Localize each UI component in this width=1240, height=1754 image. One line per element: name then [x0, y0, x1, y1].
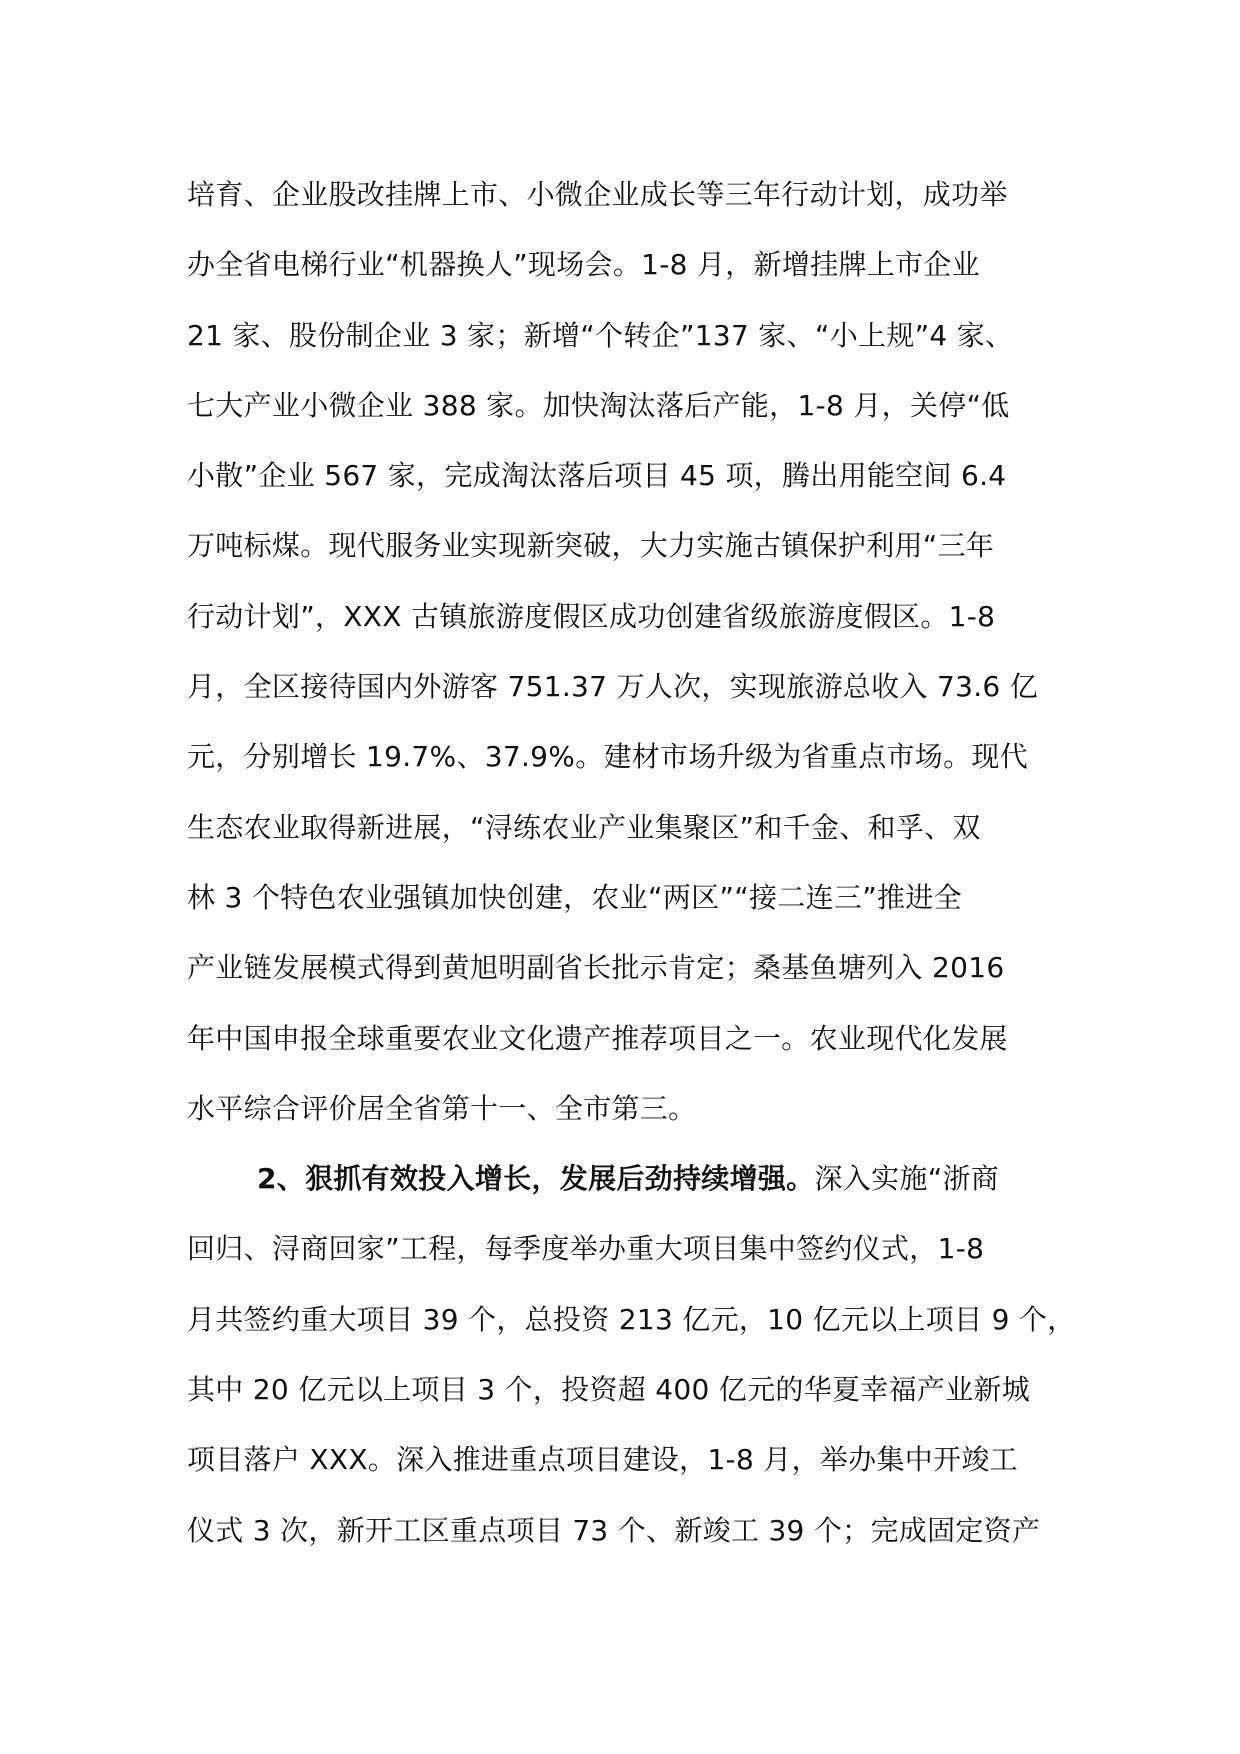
text-line: 年中国申报全球重要农业文化遗产推荐项目之一。农业现代化发展	[187, 1021, 1008, 1055]
text-line: 回归、浔商回家”工程，每季度举办重大项目集中签约仪式，1-8	[187, 1232, 985, 1266]
section-2-heading: 2、狠抓有效投入增长，发展后劲持续增强。	[257, 1162, 815, 1196]
text-line: 产业链发展模式得到黄旭明副省长批示肯定；桑基鱼塘列入 2016	[187, 951, 1005, 985]
text-line: 月共签约重大项目 39 个，总投资 213 亿元，10 亿元以上项目 9 个，	[187, 1302, 1076, 1336]
text-line: 21 家、股份制企业 3 家；新增“个转企”137 家、“小上规”4 家、	[187, 318, 1014, 352]
text-line: 生态农业取得新进展，“浔练农业产业集聚区”和千金、和孚、双	[187, 810, 981, 844]
text-line: 七大产业小微企业 388 家。加快淘汰落后产能，1-8 月，关停“低	[187, 388, 1010, 422]
text-line: 水平综合评价居全省第十一、全市第三。	[187, 1091, 697, 1125]
text-line: 项目落户 XXX。深入推进重点项目建设，1-8 月，举办集中开竣工	[187, 1443, 1018, 1477]
text-line: 办全省电梯行业“机器换人”现场会。1-8 月，新增挂牌上市企业	[187, 248, 980, 282]
text-line: 月，全区接待国内外游客 751.37 万人次，实现旅游总收入 73.6 亿	[187, 670, 1039, 704]
text-line: 元，分别增长 19.7%、37.9%。建材市场升级为省重点市场。现代	[187, 740, 1029, 774]
text-line: 仪式 3 次，新开工区重点项目 73 个、新竣工 39 个；完成固定资产	[187, 1513, 1041, 1547]
text-line: 培育、企业股改挂牌上市、小微企业成长等三年行动计划，成功举	[187, 178, 1008, 211]
section-2-lead-text: 深入实施“浙商	[814, 1162, 1000, 1196]
text-line: 小散”企业 567 家，完成淘汰落后项目 45 项，腾出用能空间 6.4	[187, 459, 1007, 493]
text-line: 其中 20 亿元以上项目 3 个，投资超 400 亿元的华夏幸福产业新城	[187, 1373, 1031, 1407]
text-line: 林 3 个特色农业强镇加快创建，农业“两区”“接二连三”推进全	[187, 880, 962, 914]
section-2-first-line	[187, 1144, 1087, 1214]
text-line: 万吨标煤。现代服务业实现新突破，大力实施古镇保护利用“三年	[187, 529, 995, 563]
body-text	[187, 160, 1087, 1566]
text-line: 行动计划”，XXX 古镇旅游度假区成功创建省级旅游度假区。1-8	[187, 599, 996, 633]
